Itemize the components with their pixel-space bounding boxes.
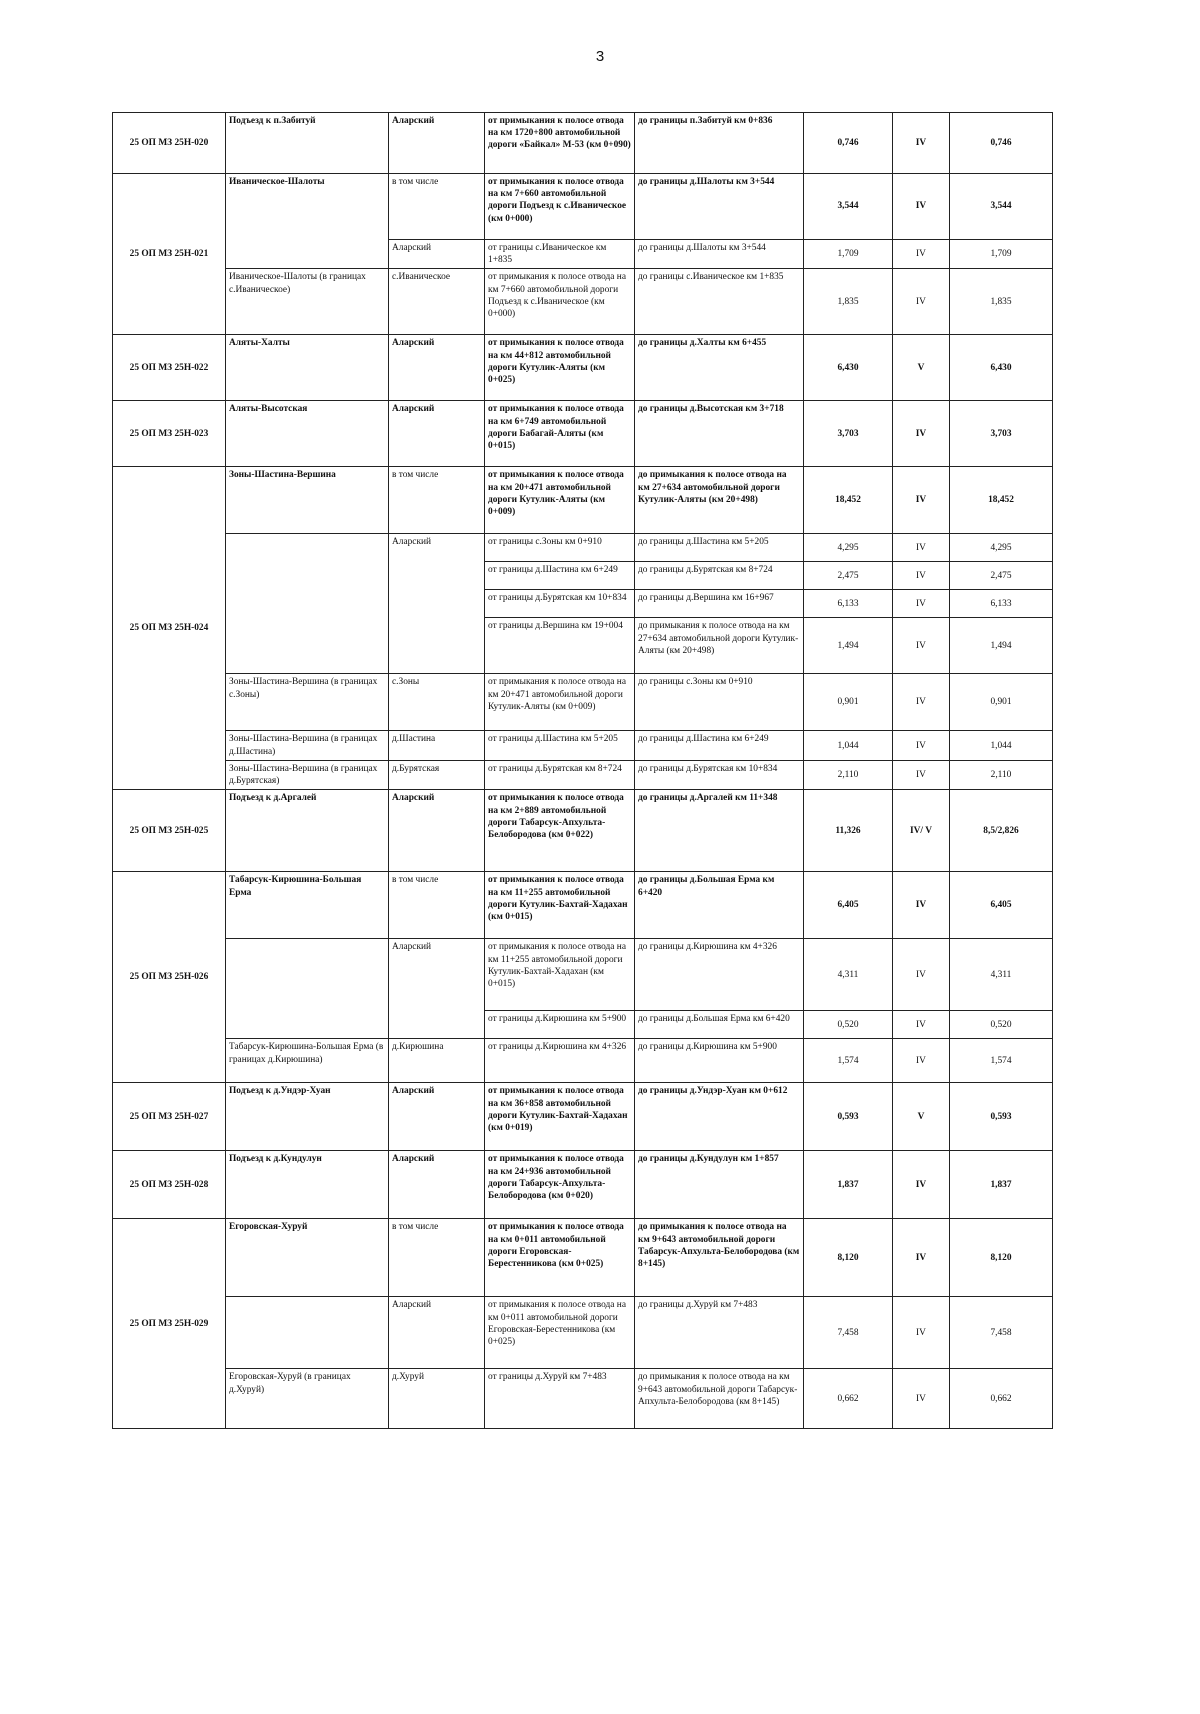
segment-from: от границы д.Бурятская км 8+724 [485,760,635,789]
total-value: 6,405 [950,872,1053,939]
segment-from: от границы д.Хуруй км 7+483 [485,1369,635,1429]
length-value: 6,133 [804,590,893,618]
segment-to: до примыкания к полосе отвода на км 27+634 автомобильной дороги Кутулик-Аляты (км 20+498) [635,467,804,534]
length-value: 4,295 [804,534,893,562]
category-value: IV [893,939,950,1011]
road-name: Зоны-Шастина-Вершина (в границах д.Шастина) [226,731,389,760]
district: в том числе [389,872,485,939]
segment-to: до границы д.Хуруй км 7+483 [635,1297,804,1369]
length-value: 0,520 [804,1011,893,1039]
total-value: 1,494 [950,618,1053,674]
segment-to: до границы д.Шастина км 6+249 [635,731,804,760]
road-name: Зоны-Шастина-Вершина (в границах д.Бурятская) [226,760,389,789]
segment-to: до примыкания к полосе отвода на км 27+634 автомобильной дороги Кутулик-Аляты (км 20+498) [635,618,804,674]
district: с.Иваническое [389,269,485,335]
total-value: 1,044 [950,731,1053,760]
total-value: 3,544 [950,174,1053,240]
length-value: 0,662 [804,1369,893,1429]
table-row [113,1039,1053,1083]
table-row [113,674,1053,731]
road-code: 25 ОП МЗ 25Н-022 [113,335,226,401]
category-value: V [893,335,950,401]
total-value: 2,110 [950,760,1053,789]
segment-from: от примыкания к полосе отвода на км 0+011 автомобильной дороги Егоровская-Берестенникова (км 0+025) [485,1219,635,1297]
total-value: 1,709 [950,240,1053,269]
category-value: IV [893,113,950,174]
segment-to: до примыкания к полосе отвода на км 9+643 автомобильной дороги Табарсук-Апхульта-Белобородова (км 8+145) [635,1369,804,1429]
length-value: 0,593 [804,1083,893,1151]
total-value: 8,120 [950,1219,1053,1297]
length-value: 1,835 [804,269,893,335]
total-value: 4,311 [950,939,1053,1011]
page-number: 3 [595,48,605,65]
road-name: Егоровская-Хуруй (в границах д.Хуруй) [226,1369,389,1429]
table-row [113,113,1053,174]
road-name: Подъезд к д.Ундэр-Хуан [226,1083,389,1151]
total-value: 1,837 [950,1151,1053,1219]
total-value: 1,574 [950,1039,1053,1083]
table-row [113,335,1053,401]
length-value: 2,110 [804,760,893,789]
segment-from: от границы д.Шастина км 6+249 [485,562,635,590]
category-value: IV [893,401,950,467]
road-name: Подъезд к п.Забитуй [226,113,389,174]
segment-from: от границы д.Кирюшина км 4+326 [485,1039,635,1083]
segment-to: до границы д.Шалоты км 3+544 [635,174,804,240]
district: д.Кирюшина [389,1039,485,1083]
segment-from: от примыкания к полосе отвода на км 2+889 автомобильной дороги Табарсук-Апхульта-Белобородова (км 0+022) [485,790,635,872]
road-name: Иваническое-Шалоты (в границах с.Иваническое) [226,269,389,335]
segment-from: от границы д.Бурятская км 10+834 [485,590,635,618]
road-name: Егоровская-Хуруй [226,1219,389,1297]
segment-from: от примыкания к полосе отвода на км 20+471 автомобильной дороги Кутулик-Аляты (км 0+009) [485,467,635,534]
road-name: Подъезд к д.Аргалей [226,790,389,872]
segment-to: до границы д.Шастина км 5+205 [635,534,804,562]
table-row [113,939,1053,1011]
segment-to: до границы д.Большая Ерма км 6+420 [635,1011,804,1039]
road-name: Подъезд к д.Кундулун [226,1151,389,1219]
road-name: Зоны-Шастина-Вершина (в границах с.Зоны) [226,674,389,731]
length-value: 11,326 [804,790,893,872]
road-code: 25 ОП МЗ 25Н-029 [113,1219,226,1429]
category-value: IV [893,534,950,562]
length-value: 7,458 [804,1297,893,1369]
total-value: 4,295 [950,534,1053,562]
segment-from: от примыкания к полосе отвода на км 0+011 автомобильной дороги Егоровская-Берестенникова (км 0+025) [485,1297,635,1369]
road-code: 25 ОП МЗ 25Н-027 [113,1083,226,1151]
segment-to: до границы д.Высотская км 3+718 [635,401,804,467]
category-value: IV [893,872,950,939]
category-value: IV [893,674,950,731]
total-value: 6,430 [950,335,1053,401]
total-value: 18,452 [950,467,1053,534]
total-value: 3,703 [950,401,1053,467]
segment-from: от границы с.Иваническое км 1+835 [485,240,635,269]
segment-from: от примыкания к полосе отвода на км 20+471 автомобильной дороги Кутулик-Аляты (км 0+009) [485,674,635,731]
district: Аларский [389,534,485,674]
segment-to: до границы д.Кирюшина км 4+326 [635,939,804,1011]
length-value: 0,746 [804,113,893,174]
district: д.Бурятская [389,760,485,789]
road-name: Табарсук-Кирюшина-Большая Ерма [226,872,389,939]
category-value: IV [893,590,950,618]
category-value: IV [893,1297,950,1369]
length-value: 1,574 [804,1039,893,1083]
road-code: 25 ОП МЗ 25Н-028 [113,1151,226,1219]
table-row [113,467,1053,534]
road-code: 25 ОП МЗ 25Н-023 [113,401,226,467]
category-value: IV [893,269,950,335]
district: Аларский [389,240,485,269]
district: Аларский [389,401,485,467]
table-row [113,1297,1053,1369]
category-value: IV [893,467,950,534]
table-row [113,174,1053,240]
segment-from: от примыкания к полосе отвода на км 36+858 автомобильной дороги Кутулик-Бахтай-Хадахан (км 0+019) [485,1083,635,1151]
length-value: 3,703 [804,401,893,467]
district: Аларский [389,1083,485,1151]
segment-to: до границы п.Забитуй км 0+836 [635,113,804,174]
length-value: 0,901 [804,674,893,731]
total-value: 0,593 [950,1083,1053,1151]
length-value: 6,405 [804,872,893,939]
category-value: IV [893,1369,950,1429]
category-value: IV [893,1151,950,1219]
category-value: V [893,1083,950,1151]
length-value: 1,494 [804,618,893,674]
category-value: IV [893,731,950,760]
segment-to: до границы д.Аргалей км 11+348 [635,790,804,872]
road-name: Аляты-Халты [226,335,389,401]
segment-to: до границы д.Кирюшина км 5+900 [635,1039,804,1083]
category-value: IV [893,1039,950,1083]
segment-from: от примыкания к полосе отвода на км 1720+800 автомобильной дороги «Байкал» М-53 (км 0+090) [485,113,635,174]
table-row [113,731,1053,760]
district: Аларский [389,335,485,401]
road-code: 25 ОП МЗ 25Н-021 [113,174,226,335]
road-name: Аляты-Высотская [226,401,389,467]
segment-from: от границы д.Кирюшина км 5+900 [485,1011,635,1039]
segment-from: от примыкания к полосе отвода на км 7+660 автомобильной дороги Подъезд к с.Иваническое (км 0+000) [485,174,635,240]
segment-to: до границы д.Шалоты км 3+544 [635,240,804,269]
segment-from: от примыкания к полосе отвода на км 44+812 автомобильной дороги Кутулик-Аляты (км 0+025) [485,335,635,401]
total-value: 6,133 [950,590,1053,618]
road-name [226,534,389,674]
table-row [113,1151,1053,1219]
road-name: Иваническое-Шалоты [226,174,389,269]
table-row [113,790,1053,872]
total-value: 0,746 [950,113,1053,174]
table-row [113,401,1053,467]
table-row [113,1369,1053,1429]
segment-to: до границы д.Ундэр-Хуан км 0+612 [635,1083,804,1151]
segment-to: до границы д.Бурятская км 10+834 [635,760,804,789]
length-value: 2,475 [804,562,893,590]
district: Аларский [389,790,485,872]
segment-to: до границы с.Зоны км 0+910 [635,674,804,731]
total-value: 0,520 [950,1011,1053,1039]
district: в том числе [389,1219,485,1297]
category-value: IV [893,174,950,240]
table-row [113,1219,1053,1297]
segment-from: от примыкания к полосе отвода на км 24+936 автомобильной дороги Табарсук-Апхульта-Белобородова (км 0+020) [485,1151,635,1219]
total-value: 0,662 [950,1369,1053,1429]
district: д.Шастина [389,731,485,760]
roads-table [112,112,1053,1429]
table-row [113,534,1053,562]
district: Аларский [389,113,485,174]
length-value: 1,837 [804,1151,893,1219]
segment-to: до границы д.Бурятская км 8+724 [635,562,804,590]
district: Аларский [389,939,485,1039]
district: д.Хуруй [389,1369,485,1429]
district: в том числе [389,467,485,534]
category-value: IV [893,240,950,269]
segment-from: от примыкания к полосе отвода на км 7+660 автомобильной дороги Подъезд к с.Иваническое (км 0+000) [485,269,635,335]
length-value: 18,452 [804,467,893,534]
road-name [226,1297,389,1369]
total-value: 2,475 [950,562,1053,590]
road-name: Табарсук-Кирюшина-Большая Ерма (в границах д.Кирюшина) [226,1039,389,1083]
total-value: 7,458 [950,1297,1053,1369]
length-value: 1,044 [804,731,893,760]
segment-to: до границы д.Кундулун км 1+857 [635,1151,804,1219]
table-row [113,872,1053,939]
road-name: Зоны-Шастина-Вершина [226,467,389,534]
category-value: IV [893,760,950,789]
category-value: IV [893,1219,950,1297]
length-value: 3,544 [804,174,893,240]
segment-from: от примыкания к полосе отвода на км 11+255 автомобильной дороги Кутулик-Бахтай-Хадахан (км 0+015) [485,939,635,1011]
segment-from: от границы д.Вершина км 19+004 [485,618,635,674]
road-code: 25 ОП МЗ 25Н-024 [113,467,226,790]
length-value: 6,430 [804,335,893,401]
category-value: IV [893,1011,950,1039]
segment-to: до границы д.Большая Ерма км 6+420 [635,872,804,939]
segment-to: до границы д.Халты км 6+455 [635,335,804,401]
segment-from: от примыкания к полосе отвода на км 6+749 автомобильной дороги Бабагай-Аляты (км 0+015) [485,401,635,467]
district: Аларский [389,1297,485,1369]
segment-from: от примыкания к полосе отвода на км 11+255 автомобильной дороги Кутулик-Бахтай-Хадахан (км 0+015) [485,872,635,939]
table-row [113,1083,1053,1151]
district: Аларский [389,1151,485,1219]
category-value: IV/ V [893,790,950,872]
table-row [113,269,1053,335]
total-value: 1,835 [950,269,1053,335]
length-value: 4,311 [804,939,893,1011]
segment-to: до границы с.Иваническое км 1+835 [635,269,804,335]
segment-from: от границы с.Зоны км 0+910 [485,534,635,562]
segment-to: до примыкания к полосе отвода на км 9+643 автомобильной дороги Табарсук-Апхульта-Белобородова (км 8+145) [635,1219,804,1297]
segment-from: от границы д.Шастина км 5+205 [485,731,635,760]
table-row [113,760,1053,789]
length-value: 1,709 [804,240,893,269]
district: с.Зоны [389,674,485,731]
road-code: 25 ОП МЗ 25Н-020 [113,113,226,174]
category-value: IV [893,562,950,590]
total-value: 8,5/2,826 [950,790,1053,872]
segment-to: до границы д.Вершина км 16+967 [635,590,804,618]
total-value: 0,901 [950,674,1053,731]
district: в том числе [389,174,485,240]
road-code: 25 ОП МЗ 25Н-025 [113,790,226,872]
road-name [226,939,389,1039]
length-value: 8,120 [804,1219,893,1297]
road-code: 25 ОП МЗ 25Н-026 [113,872,226,1083]
category-value: IV [893,618,950,674]
